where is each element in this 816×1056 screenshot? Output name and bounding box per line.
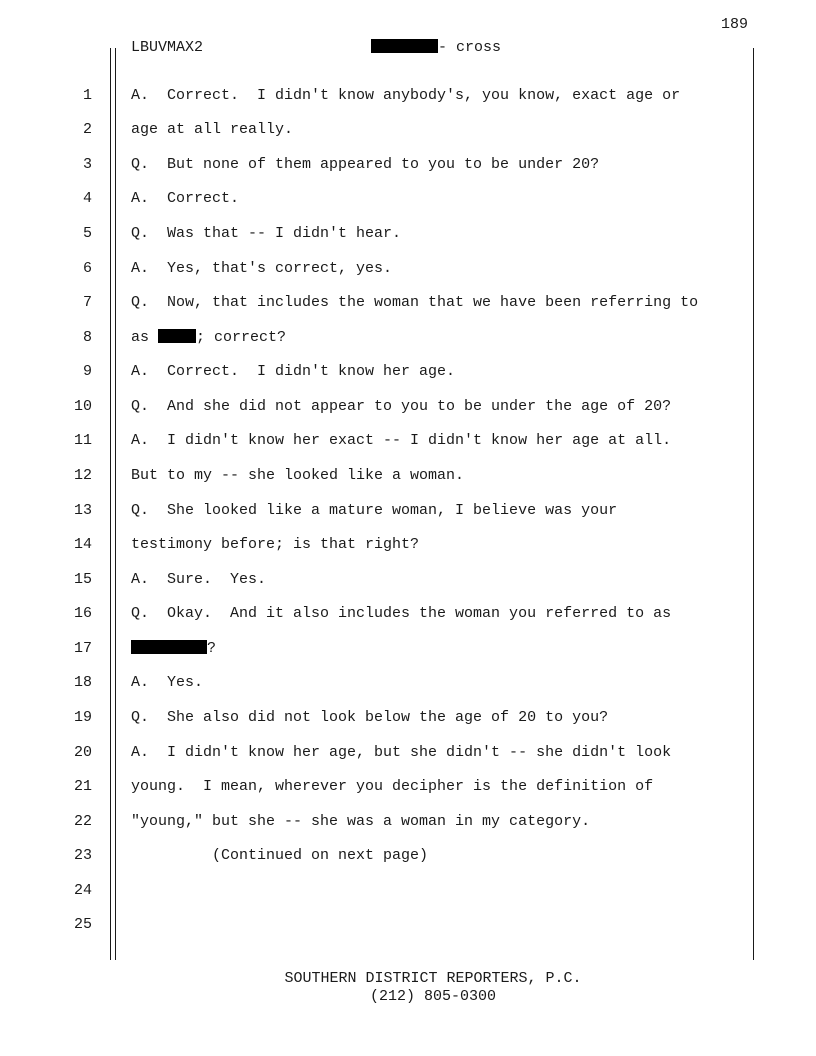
transcript-line: A. Correct. I didn't know anybody's, you know, exact age or <box>131 87 681 104</box>
transcript-line: A. I didn't know her exact -- I didn't know her age at all. <box>131 432 672 449</box>
line-text-before-redaction: as <box>131 329 159 346</box>
line-number: 23 <box>73 847 92 864</box>
transcript-line: A. I didn't know her age, but she didn't -- she didn't look <box>131 744 672 761</box>
redaction-name <box>158 329 196 343</box>
line-number: 21 <box>73 778 92 795</box>
transcript-line: Q. Was that -- I didn't hear. <box>131 225 402 242</box>
line-number: 1 <box>82 87 92 104</box>
line-number: 20 <box>73 744 92 761</box>
line-text-after-redaction: ; correct? <box>196 329 287 346</box>
line-number: 4 <box>82 190 92 207</box>
transcript-line <box>131 329 286 346</box>
line-number: 3 <box>82 156 92 173</box>
line-number: 18 <box>73 674 92 691</box>
line-number: 2 <box>82 121 92 138</box>
transcript-line: "young," but she -- she was a woman in my category. <box>131 813 591 830</box>
right-margin-rule <box>753 48 754 960</box>
line-number: 11 <box>73 432 92 449</box>
transcript-line: A. Sure. Yes. <box>131 571 267 588</box>
line-number: 15 <box>73 571 92 588</box>
transcript-line: Q. She looked like a mature woman, I believe was your <box>131 502 618 519</box>
transcript-line: Q. Now, that includes the woman that we have been referring to <box>131 294 699 311</box>
page-number: 189 <box>720 16 748 33</box>
line-number: 19 <box>73 709 92 726</box>
transcript-line <box>131 640 216 657</box>
case-code: LBUVMAX2 <box>131 39 204 56</box>
transcript-line: A. Correct. I didn't know her age. <box>131 363 456 380</box>
transcript-line: Q. She also did not look below the age of 20 to you? <box>131 709 609 726</box>
footer-phone: (212) 805-0300 <box>369 988 497 1005</box>
line-number: 7 <box>82 294 92 311</box>
transcript-line: young. I mean, wherever you decipher is the definition of <box>131 778 654 795</box>
line-text-after-redaction: ? <box>207 640 217 657</box>
line-number: 10 <box>73 398 92 415</box>
transcript-line: testimony before; is that right? <box>131 536 420 553</box>
redaction-name <box>131 640 207 654</box>
transcript-line: (Continued on next page) <box>131 847 429 864</box>
transcript-line: A. Yes, that's correct, yes. <box>131 260 393 277</box>
line-number: 24 <box>73 882 92 899</box>
transcript-line: A. Yes. <box>131 674 204 691</box>
line-number: 17 <box>73 640 92 657</box>
line-number: 12 <box>73 467 92 484</box>
transcript-line: Q. But none of them appeared to you to be under 20? <box>131 156 600 173</box>
line-number: 8 <box>82 329 92 346</box>
line-number: 14 <box>73 536 92 553</box>
section-label: - cross <box>438 39 502 56</box>
footer-reporter-name: SOUTHERN DISTRICT REPORTERS, P.C. <box>284 970 582 987</box>
transcript-line: A. Correct. <box>131 190 240 207</box>
line-number: 16 <box>73 605 92 622</box>
transcript-line: Q. Okay. And it also includes the woman you referred to as <box>131 605 672 622</box>
left-margin-rule-outer <box>110 48 111 960</box>
redaction-witness-name <box>371 39 438 53</box>
witness-header <box>371 39 501 56</box>
line-number: 25 <box>73 916 92 933</box>
line-number: 22 <box>73 813 92 830</box>
left-margin-rule-inner <box>115 48 116 960</box>
transcript-line: Q. And she did not appear to you to be under the age of 20? <box>131 398 672 415</box>
transcript-line: age at all really. <box>131 121 294 138</box>
line-number: 9 <box>82 363 92 380</box>
line-number: 5 <box>82 225 92 242</box>
line-number: 6 <box>82 260 92 277</box>
transcript-line: But to my -- she looked like a woman. <box>131 467 465 484</box>
line-number: 13 <box>73 502 92 519</box>
